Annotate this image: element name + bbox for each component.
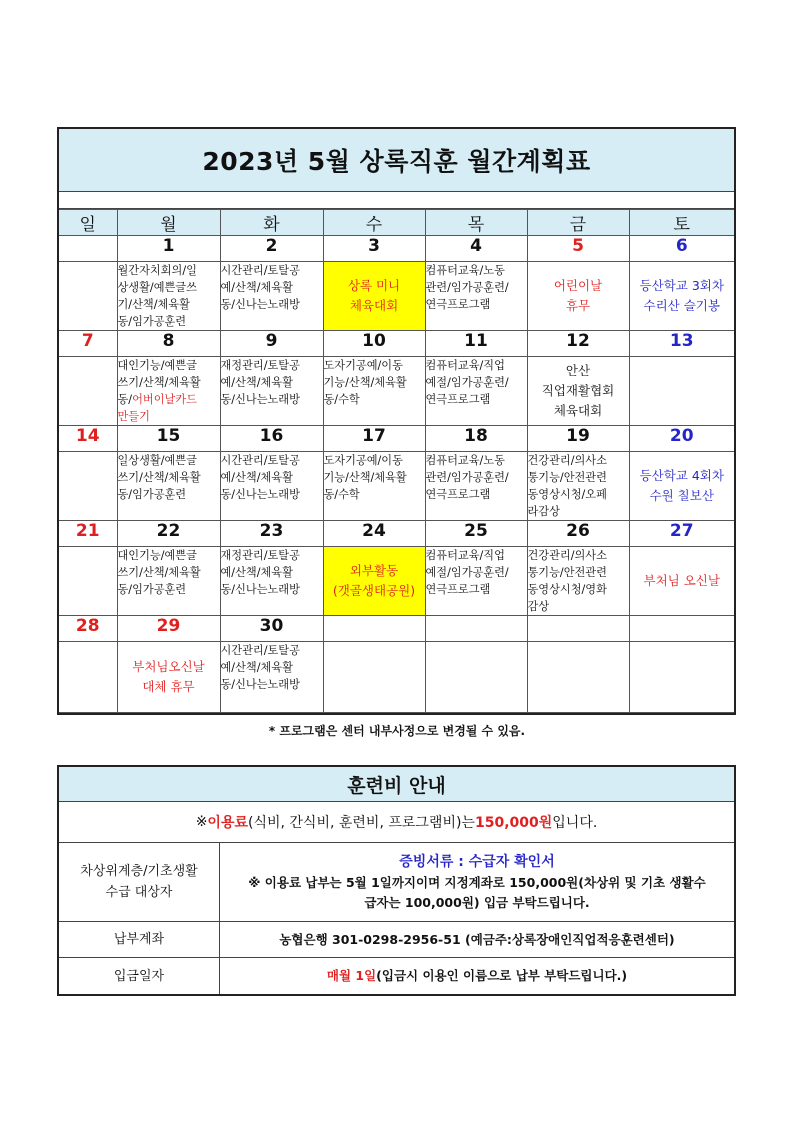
activity-row	[59, 642, 734, 713]
activity-line: 예/산책/체육활	[220, 661, 293, 674]
date-number: 30	[220, 616, 323, 642]
activity-line: 건강관리/의사소	[527, 549, 607, 562]
target-label-line1: 차상위계층/기초생활	[80, 864, 198, 879]
activity-cell	[117, 547, 220, 616]
target-label	[59, 843, 220, 921]
activity-line: 예/산책/체육활	[220, 471, 293, 484]
fee-row-date	[59, 958, 734, 994]
fee-intro-suffix: 입니다.	[552, 815, 598, 831]
activity-line: 어린이날	[553, 278, 603, 293]
activity-line: 컴퓨터교육/직업	[425, 549, 505, 562]
date-value	[220, 958, 734, 994]
activity-line: 동/수학	[323, 393, 360, 406]
activity-line: 재정관리/토탈공	[220, 549, 300, 562]
activity-line: 등산학교 3회차	[639, 278, 724, 293]
title-spacer	[59, 192, 734, 209]
date-number: 8	[117, 331, 220, 357]
date-number: 26	[527, 521, 629, 547]
weekday-header-row	[59, 210, 734, 236]
activity-line: 대체 휴무	[142, 679, 195, 694]
activity-line: 기/산책/체육활	[117, 298, 190, 311]
activity-cell	[527, 357, 629, 426]
activity-line: 연극프로그램	[425, 393, 491, 406]
activity-line: 쓰기/산책/체육활	[117, 566, 201, 579]
fee-title: 훈련비 안내	[59, 767, 734, 802]
date-number	[59, 236, 117, 262]
date-number: 15	[117, 426, 220, 452]
activity-cell	[59, 642, 117, 713]
calendar-grid	[59, 209, 734, 713]
activity-line: 예/산책/체육활	[220, 281, 293, 294]
date-number: 18	[425, 426, 527, 452]
date-number	[425, 616, 527, 642]
activity-cell	[59, 547, 117, 616]
activity-line: 직업재활협회	[541, 383, 615, 398]
weekday-header: 일	[59, 210, 117, 236]
activity-cell	[220, 452, 323, 521]
activity-line: 라감상	[527, 505, 560, 518]
date-number	[323, 616, 425, 642]
activity-cell	[527, 642, 629, 713]
activity-line: 건강관리/의사소	[527, 454, 607, 467]
weekday-header: 월	[117, 210, 220, 236]
date-number: 22	[117, 521, 220, 547]
activity-line: 통기능/안전관련	[527, 566, 607, 579]
activity-row	[59, 452, 734, 521]
fee-row-target	[59, 843, 734, 922]
activity-line: 상록 미니	[347, 278, 401, 293]
activity-cell	[629, 642, 734, 713]
activity-line: 컴퓨터교육/노동	[425, 454, 505, 467]
weekday-header: 토	[629, 210, 734, 236]
activity-line: 관련/임가공훈련/	[425, 281, 509, 294]
date-number: 9	[220, 331, 323, 357]
activity-cell	[323, 357, 425, 426]
date-number: 7	[59, 331, 117, 357]
activity-line: 휴무	[565, 298, 591, 313]
activity-line: (갯골생태공원)	[332, 583, 416, 598]
activity-row	[59, 357, 734, 426]
target-desc-line1: ※ 이용료 납부는 5월 1일까지이며 지정계좌로 150,000원(차상위 및 기초 생활수	[248, 875, 706, 890]
date-highlight: 매월 1일	[326, 968, 377, 983]
weekday-header: 화	[220, 210, 323, 236]
activity-line: 예절/임가공훈련/	[425, 566, 509, 579]
activity-cell	[425, 452, 527, 521]
date-number: 10	[323, 331, 425, 357]
activity-line: 대인기능/예쁜글	[117, 549, 197, 562]
activity-cell	[59, 452, 117, 521]
activity-line: 연극프로그램	[425, 298, 491, 311]
date-number	[629, 616, 734, 642]
activity-line: 쓰기/산책/체육활	[117, 471, 201, 484]
proof-document: 증빙서류 : 수급자 확인서	[399, 854, 555, 870]
activity-line: 연극프로그램	[425, 488, 491, 501]
fee-row-account	[59, 922, 734, 958]
activity-line: 상생활/예쁜글쓰	[117, 281, 197, 294]
activity-line: 동/어버이날카드	[117, 393, 197, 406]
activity-line: 예절/임가공훈련/	[425, 376, 509, 389]
activity-line: 도자기공예/이동	[323, 454, 403, 467]
activity-line: 기능/산책/체육활	[323, 471, 407, 484]
activity-line: 수리산 슬기봉	[643, 298, 720, 313]
activity-cell	[425, 262, 527, 331]
activity-line: 체육대회	[553, 403, 603, 418]
activity-line: 동/신나는노래방	[220, 393, 300, 406]
activity-line: 시간관리/토탈공	[220, 454, 300, 467]
activity-cell	[629, 452, 734, 521]
date-number: 29	[117, 616, 220, 642]
date-number: 2	[220, 236, 323, 262]
account-value: 농협은행 301-0298-2956-51 (예금주:상록장애인직업적응훈련센터)	[279, 931, 675, 947]
target-desc-line2: 급자는 100,000원) 입금 부탁드립니다.	[364, 895, 590, 910]
date-number: 28	[59, 616, 117, 642]
activity-line: 등산학교 4회차	[639, 468, 724, 483]
activity-cell	[220, 357, 323, 426]
fee-intro-items: (식비, 간식비, 훈련비, 프로그램비)는	[248, 815, 475, 831]
monthly-calendar	[57, 127, 736, 715]
activity-line: 동영상시청/오페	[527, 488, 607, 501]
activity-line: 만들기	[117, 410, 150, 423]
activity-line: 쓰기/산책/체육활	[117, 376, 201, 389]
activity-line: 컴퓨터교육/노동	[425, 264, 505, 277]
activity-line: 동/신나는노래방	[220, 488, 300, 501]
date-number: 5	[527, 236, 629, 262]
activity-cell	[117, 452, 220, 521]
activity-line: 도자기공예/이동	[323, 359, 403, 372]
fee-intro	[59, 802, 734, 843]
activity-cell	[527, 262, 629, 331]
activity-line: 동/수학	[323, 488, 360, 501]
activity-line: 예/산책/체육활	[220, 566, 293, 579]
activity-line: 동/신나는노래방	[220, 678, 300, 691]
activity-cell	[323, 642, 425, 713]
activity-line: 부처님 오신날	[643, 573, 720, 588]
activity-cell	[323, 547, 425, 616]
activity-line: 기능/산책/체육활	[323, 376, 407, 389]
target-value	[220, 843, 734, 921]
activity-cell	[527, 547, 629, 616]
date-number: 25	[425, 521, 527, 547]
fee-intro-prefix: ※	[195, 814, 208, 830]
activity-line: 예/산책/체육활	[220, 376, 293, 389]
weekday-header: 목	[425, 210, 527, 236]
activity-line: 동/임가공훈련	[117, 488, 187, 501]
activity-line: 외부활동	[349, 563, 399, 578]
date-number: 24	[323, 521, 425, 547]
activity-line: 수원 칠보산	[649, 488, 714, 503]
activity-line: 부처님오신날	[132, 659, 205, 674]
date-number: 3	[323, 236, 425, 262]
activity-line: 일상생활/예쁜글	[117, 454, 197, 467]
activity-cell	[220, 642, 323, 713]
activity-cell	[527, 452, 629, 521]
activity-line: 동/임가공훈련	[117, 583, 187, 596]
activity-line: 감상	[527, 600, 550, 613]
date-number: 21	[59, 521, 117, 547]
activity-cell	[117, 642, 220, 713]
date-number: 17	[323, 426, 425, 452]
activity-row	[59, 262, 734, 331]
date-number: 23	[220, 521, 323, 547]
date-number: 16	[220, 426, 323, 452]
date-number-row	[59, 616, 734, 642]
activity-row	[59, 547, 734, 616]
activity-cell	[117, 262, 220, 331]
activity-line: 월간자치회의/일	[117, 264, 197, 277]
activity-cell	[220, 547, 323, 616]
account-label: 납부계좌	[59, 922, 220, 957]
activity-cell	[323, 262, 425, 331]
date-number: 11	[425, 331, 527, 357]
date-number: 14	[59, 426, 117, 452]
activity-line: 동영상시청/영화	[527, 583, 607, 596]
activity-cell	[629, 357, 734, 426]
date-number-row	[59, 331, 734, 357]
activity-line: 통기능/안전관련	[527, 471, 607, 484]
date-number: 4	[425, 236, 527, 262]
date-number: 19	[527, 426, 629, 452]
activity-line: 관련/임가공훈련/	[425, 471, 509, 484]
activity-line: 시간관리/토탈공	[220, 264, 300, 277]
activity-line: 안산	[565, 363, 591, 378]
activity-line: 연극프로그램	[425, 583, 491, 596]
activity-cell	[323, 452, 425, 521]
date-number-row	[59, 521, 734, 547]
highlight-text: 어버이날카드	[132, 393, 197, 406]
calendar-title: 2023년 5월 상록직훈 월간계획표	[59, 129, 734, 192]
fee-amount: 150,000원	[474, 815, 553, 831]
activity-cell	[117, 357, 220, 426]
activity-cell	[220, 262, 323, 331]
activity-cell	[425, 642, 527, 713]
weekday-header: 금	[527, 210, 629, 236]
activity-line: 동/신나는노래방	[220, 583, 300, 596]
date-number	[527, 616, 629, 642]
date-number: 6	[629, 236, 734, 262]
activity-cell	[59, 262, 117, 331]
activity-line: 재정관리/토탈공	[220, 359, 300, 372]
date-label: 입금일자	[59, 958, 220, 994]
fee-intro-label: 이용료	[207, 815, 248, 831]
date-number: 1	[117, 236, 220, 262]
activity-cell	[59, 357, 117, 426]
activity-cell	[425, 357, 527, 426]
date-suffix: (입금시 이용인 이름으로 납부 부탁드립니다.)	[376, 968, 628, 983]
change-notice: * 프로그램은 센터 내부사정으로 변경될 수 있음.	[268, 724, 526, 738]
activity-cell	[629, 262, 734, 331]
activity-cell	[629, 547, 734, 616]
activity-line: 체육대회	[349, 298, 399, 313]
fee-info-box	[57, 765, 736, 996]
date-number: 12	[527, 331, 629, 357]
activity-cell	[425, 547, 527, 616]
activity-line: 대인기능/예쁜글	[117, 359, 197, 372]
date-number-row	[59, 236, 734, 262]
activity-line: 컴퓨터교육/직업	[425, 359, 505, 372]
date-number: 13	[629, 331, 734, 357]
activity-line: 시간관리/토탈공	[220, 644, 300, 657]
date-number: 20	[629, 426, 734, 452]
target-label-line2: 수급 대상자	[105, 885, 173, 900]
activity-line: 동/신나는노래방	[220, 298, 300, 311]
weekday-header: 수	[323, 210, 425, 236]
date-number-row	[59, 426, 734, 452]
activity-line: 동/임가공훈련	[117, 315, 187, 328]
date-number: 27	[629, 521, 734, 547]
